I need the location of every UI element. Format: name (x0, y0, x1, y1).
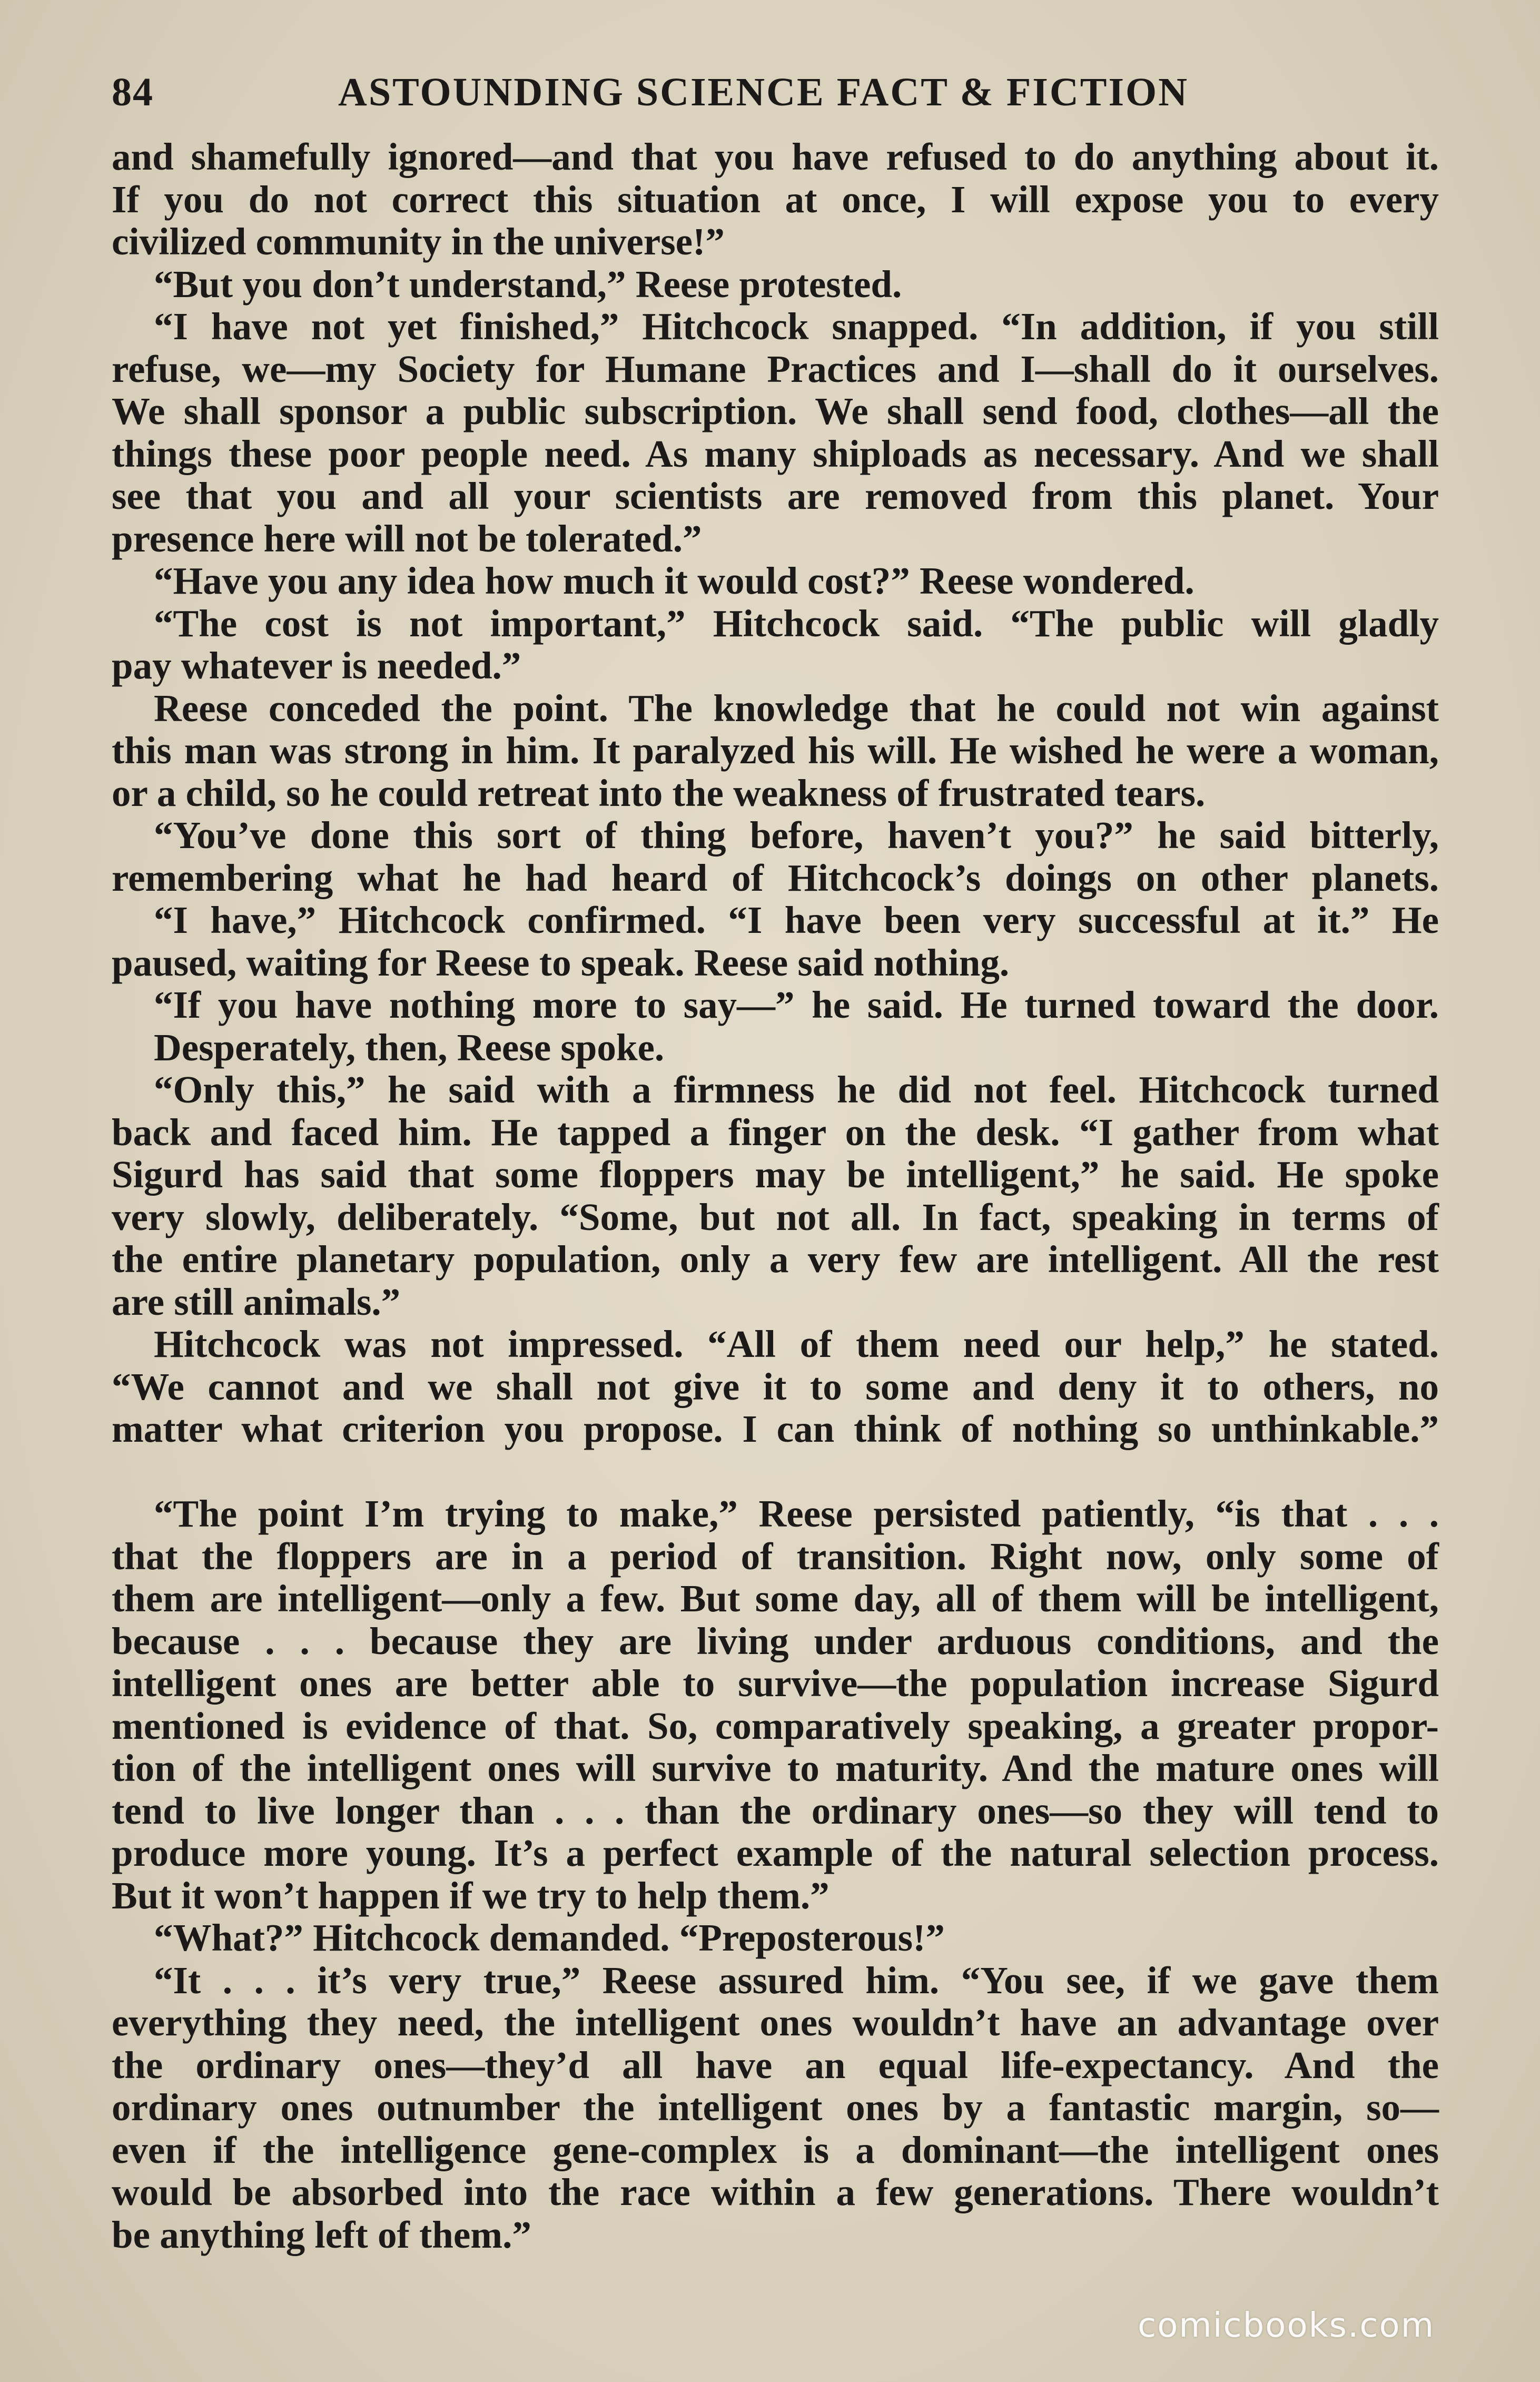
text-line: everything they need, the intelligent ones wouldn’t have an advantage over (112, 2001, 1439, 2044)
text-line: would be absorbed into the race within a few generations. There wouldn’t (112, 2171, 1439, 2213)
text-line: paused, waiting for Reese to speak. Reese said nothing. (112, 941, 1010, 984)
text-line: see that you and all your scientists are removed from this planet. Your (112, 475, 1439, 517)
text-line: If you do not correct this situation at once, I will expose you to every (112, 178, 1439, 221)
text-line: very slowly, deliberately. “Some, but not all. In fact, speaking in terms of (112, 1195, 1439, 1238)
text-line: But it won’t happen if we try to help them.” (112, 1874, 830, 1917)
text-line: pay whatever is needed.” (112, 644, 521, 687)
text-line: the entire planetary population, only a very few are intelligent. All the rest (112, 1238, 1439, 1281)
text-line: refuse, we—my Society for Humane Practices and I—shall do it ourselves. (112, 347, 1439, 390)
text-line: Hitchcock was not impressed. “All of them need our help,” he stated. (154, 1323, 1439, 1365)
text-line: “But you don’t understand,” Reese protested. (154, 262, 902, 306)
text-line: civilized community in the universe!” (112, 220, 725, 263)
page-number: 84 (112, 70, 154, 114)
text-line: and shamefully ignored—and that you have refused to do anything about it. (112, 135, 1439, 178)
text-line: tend to live longer than . . . than the ordinary ones—so they will tend to (112, 1789, 1439, 1832)
watermark: comicbooks.com (1138, 2306, 1435, 2345)
text-line: tion of the intelligent ones will survive to maturity. And the mature ones will (112, 1747, 1439, 1789)
text-line: Reese conceded the point. The knowledge that he could not win against (154, 686, 1439, 730)
running-head (112, 62, 1439, 125)
text-line: Sigurd has said that some floppers may be intelligent,” he said. He spoke (112, 1153, 1439, 1196)
text-line: “Only this,” he said with a firmness he did not feel. Hitchcock turned (154, 1068, 1439, 1111)
text-line: the ordinary ones—they’d all have an equal life-expectancy. And the (112, 2043, 1439, 2086)
text-line: “If you have nothing more to say—” he said. He turned toward the door. (154, 983, 1439, 1026)
text-line: produce more young. It’s a perfect example of the natural selection process. (112, 1832, 1439, 1874)
text-line: “You’ve done this sort of thing before, haven’t you?” he said bitterly, (154, 814, 1439, 857)
text-line: “It . . . it’s very true,” Reese assured him. “You see, if we gave them (154, 1958, 1439, 2002)
text-line: because . . . because they are living under arduous conditions, and the (112, 1619, 1439, 1662)
text-line: or a child, so he could retreat into the weakness of frustrated tears. (112, 771, 1206, 814)
text-line: are still animals.” (112, 1280, 401, 1323)
text-line: “The cost is not important,” Hitchcock said. “The public will gladly (154, 602, 1439, 645)
text-line: them are intelligent—only a few. But some day, all of them will be intelligent, (112, 1577, 1439, 1620)
text-line: “We cannot and we shall not give it to some and deny it to others, no (112, 1365, 1439, 1408)
text-line: back and faced him. He tapped a finger on the desk. “I gather from what (112, 1110, 1439, 1154)
text-line: “What?” Hitchcock demanded. “Preposterous!” (154, 1916, 945, 1959)
text-line: “The point I’m trying to make,” Reese persisted patiently, “is that . . . (154, 1492, 1439, 1535)
text-line: “I have not yet finished,” Hitchcock snapped. “In addition, if you still (154, 305, 1439, 348)
text-line: “Have you any idea how much it would cost?” Reese wondered. (154, 559, 1195, 602)
story-text (112, 136, 1439, 2256)
section-break (112, 1451, 1439, 1493)
text-line: things these poor people need. As many shiploads as necessary. And we shall (112, 432, 1439, 475)
text-line: remembering what he had heard of Hitchcock’s doings on other planets. (112, 856, 1439, 899)
text-line: ordinary ones outnumber the intelligent ones by a fantastic margin, so— (112, 2086, 1439, 2129)
text-line: matter what criterion you propose. I can think of nothing so unthinkable.” (112, 1407, 1439, 1450)
text-line: “I have,” Hitchcock confirmed. “I have been very successful at it.” He (154, 899, 1439, 941)
text-line: We shall sponsor a public subscription. We shall send food, clothes—all the (112, 390, 1439, 432)
text-line: that the floppers are in a period of transition. Right now, only some of (112, 1534, 1439, 1578)
text-line: even if the intelligence gene-complex is a dominant—the intelligent ones (112, 2128, 1439, 2171)
text-line: mentioned is evidence of that. So, comparatively speaking, a greater propor- (112, 1704, 1439, 1747)
text-line: intelligent ones are better able to survive—the population increase Sigurd (112, 1662, 1439, 1705)
running-title: ASTOUNDING SCIENCE FACT & FICTION (338, 70, 1189, 114)
text-line: this man was strong in him. It paralyzed his will. He wished he were a woman, (112, 729, 1439, 772)
text-line: Desperately, then, Reese spoke. (154, 1026, 665, 1069)
text-line: be anything left of them.” (112, 2213, 531, 2256)
text-line: presence here will not be tolerated.” (112, 517, 702, 560)
